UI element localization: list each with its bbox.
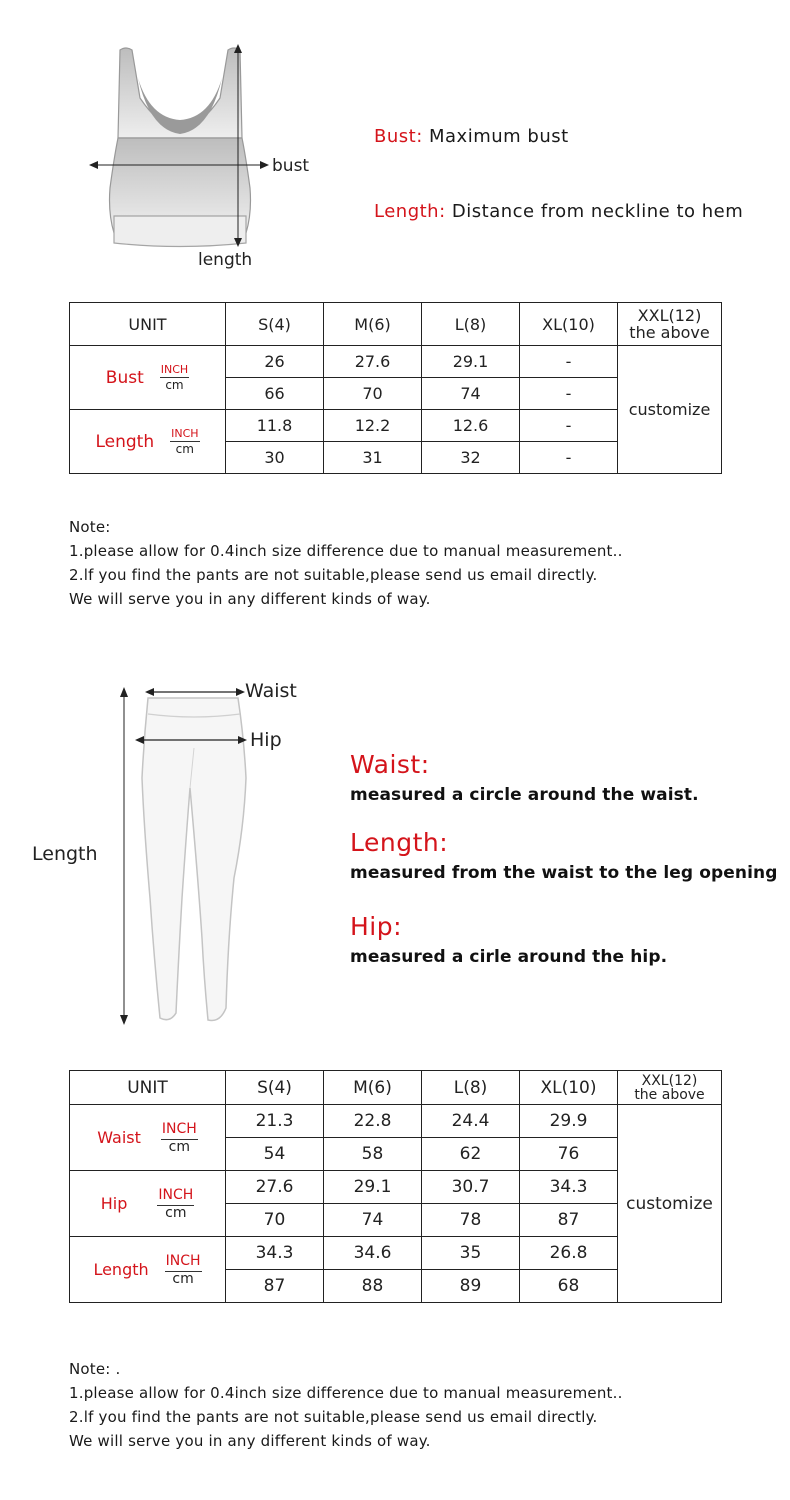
note-line: 2.lf you find the pants are not suitable,please send us email directly. <box>69 1408 598 1426</box>
header-cell: L(8) <box>422 1071 520 1105</box>
table-cell: 11.8 <box>226 410 324 442</box>
table-cell: - <box>520 378 618 410</box>
definition-text: measured from the waist to the leg opening <box>350 863 778 883</box>
top-size-table <box>69 302 722 474</box>
sports-bra-illustration <box>80 38 280 278</box>
table-cell: 26 <box>226 346 324 378</box>
length-label: length <box>198 250 253 270</box>
table-cell: 68 <box>520 1270 618 1303</box>
header-cell: S(4) <box>226 303 324 346</box>
row-name: Length <box>95 431 155 452</box>
table-header-row <box>70 303 722 346</box>
row-label-bust <box>70 346 226 410</box>
length-label: Length <box>32 843 98 865</box>
note-line: Note: . <box>69 1360 121 1378</box>
header-line: XXL(12) <box>637 306 702 325</box>
header-cell: M(6) <box>324 303 422 346</box>
table-cell: 70 <box>324 378 422 410</box>
unit-inch: INCH <box>165 1253 202 1272</box>
header-cell <box>618 303 722 346</box>
header-cell: XL(10) <box>520 303 618 346</box>
note-line: Note: <box>69 518 111 536</box>
unit-cm: cm <box>175 441 194 456</box>
row-name: Length <box>93 1260 149 1279</box>
table-cell: - <box>520 410 618 442</box>
table-cell: 34.6 <box>324 1237 422 1270</box>
table-cell: 30 <box>226 442 324 474</box>
table-cell: 87 <box>226 1270 324 1303</box>
length-definition <box>350 828 778 883</box>
bottom-size-table <box>69 1070 722 1303</box>
unit-fraction <box>165 1253 202 1287</box>
table-row <box>70 346 722 378</box>
table-cell: 62 <box>422 1138 520 1171</box>
header-cell: UNIT <box>70 303 226 346</box>
row-label-length <box>70 410 226 474</box>
unit-inch: INCH <box>161 1121 198 1140</box>
table-cell: - <box>520 442 618 474</box>
table-cell: 12.2 <box>324 410 422 442</box>
definition-text: Maximum bust <box>429 126 569 147</box>
table-cell: 29.1 <box>422 346 520 378</box>
header-cell: S(4) <box>226 1071 324 1105</box>
table-cell: 31 <box>324 442 422 474</box>
table-cell: 70 <box>226 1204 324 1237</box>
table-cell: 78 <box>422 1204 520 1237</box>
header-cell <box>618 1071 722 1105</box>
table-cell: 32 <box>422 442 520 474</box>
customize-cell: customize <box>618 1105 722 1303</box>
header-line: the above <box>629 323 710 342</box>
note-line: 2.lf you find the pants are not suitable,please send us email directly. <box>69 566 598 584</box>
table-cell: 58 <box>324 1138 422 1171</box>
definition-key: Length: <box>374 201 446 222</box>
customize-cell: customize <box>618 346 722 474</box>
table-cell: 29.1 <box>324 1171 422 1204</box>
definition-title: Hip: <box>350 912 403 941</box>
header-line: the above <box>634 1086 705 1103</box>
bottom-note <box>69 1357 623 1453</box>
definition-text: Distance from neckline to hem <box>451 201 744 222</box>
table-header-row <box>70 1071 722 1105</box>
table-cell: 27.6 <box>226 1171 324 1204</box>
unit-cm: cm <box>172 1270 194 1287</box>
table-cell: 35 <box>422 1237 520 1270</box>
note-line: We will serve you in any different kinds of way. <box>69 1432 431 1450</box>
table-row <box>70 1105 722 1138</box>
table-cell: 34.3 <box>226 1237 324 1270</box>
header-cell: L(8) <box>422 303 520 346</box>
unit-cm: cm <box>165 377 184 392</box>
row-label-length <box>70 1237 226 1303</box>
table-cell: 21.3 <box>226 1105 324 1138</box>
row-name: Bust <box>105 367 144 388</box>
table-cell: 22.8 <box>324 1105 422 1138</box>
note-line: 1.please allow for 0.4inch size difference due to manual measurement.. <box>69 542 623 560</box>
definition-key: Bust: <box>374 126 423 147</box>
unit-fraction <box>157 1187 194 1221</box>
table-cell: - <box>520 346 618 378</box>
row-name: Hip <box>100 1194 128 1213</box>
table-cell: 34.3 <box>520 1171 618 1204</box>
table-cell: 76 <box>520 1138 618 1171</box>
table-cell: 74 <box>422 378 520 410</box>
table-cell: 29.9 <box>520 1105 618 1138</box>
table-cell: 27.6 <box>324 346 422 378</box>
row-label-hip <box>70 1171 226 1237</box>
length-definition <box>374 201 743 222</box>
table-cell: 89 <box>422 1270 520 1303</box>
table-cell: 88 <box>324 1270 422 1303</box>
definition-title: Waist: <box>350 750 430 779</box>
row-label-waist <box>70 1105 226 1171</box>
table-cell: 12.6 <box>422 410 520 442</box>
unit-fraction <box>170 427 199 457</box>
waist-definition <box>350 750 699 805</box>
note-line: We will serve you in any different kinds of way. <box>69 590 431 608</box>
header-cell: XL(10) <box>520 1071 618 1105</box>
hip-definition <box>350 912 667 967</box>
table-cell: 87 <box>520 1204 618 1237</box>
bust-definition <box>374 126 569 147</box>
unit-inch: INCH <box>157 1187 194 1206</box>
row-name: Waist <box>97 1128 141 1147</box>
header-line: XXL(12) <box>641 1072 698 1089</box>
unit-inch: INCH <box>171 426 199 440</box>
unit-cm: cm <box>168 1138 190 1155</box>
header-cell: M(6) <box>324 1071 422 1105</box>
table-cell: 26.8 <box>520 1237 618 1270</box>
top-note <box>69 515 623 611</box>
table-cell: 24.4 <box>422 1105 520 1138</box>
header-cell: UNIT <box>70 1071 226 1105</box>
hip-label: Hip <box>250 729 282 751</box>
table-cell: 74 <box>324 1204 422 1237</box>
unit-fraction <box>160 363 189 393</box>
unit-inch: INCH <box>160 362 189 376</box>
table-cell: 30.7 <box>422 1171 520 1204</box>
table-cell: 54 <box>226 1138 324 1171</box>
definition-text: measured a circle around the waist. <box>350 785 699 805</box>
table-cell: 66 <box>226 378 324 410</box>
definition-text: measured a cirle around the hip. <box>350 947 668 967</box>
note-line: 1.please allow for 0.4inch size difference due to manual measurement.. <box>69 1384 623 1402</box>
definition-title: Length: <box>350 828 449 857</box>
unit-cm: cm <box>165 1204 187 1221</box>
bust-label: bust <box>272 156 310 176</box>
waist-label: Waist <box>245 680 297 702</box>
unit-fraction <box>161 1121 198 1155</box>
